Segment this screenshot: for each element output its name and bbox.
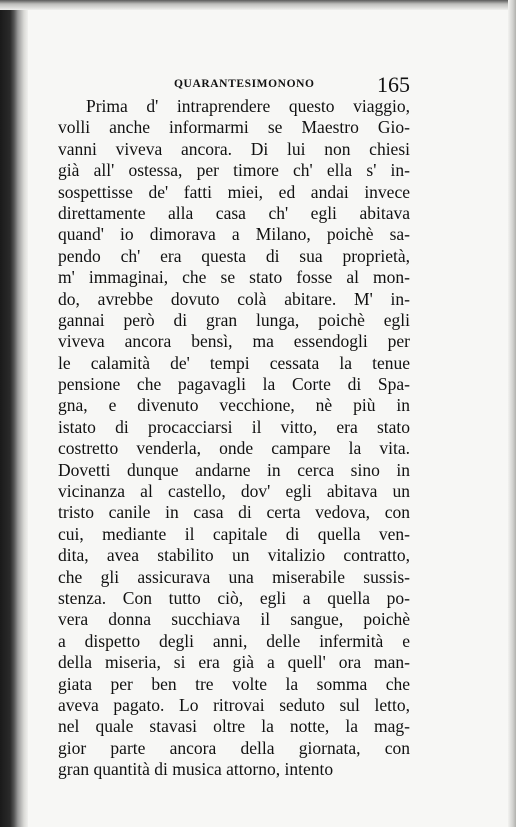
text-line: tristo canile in casa di certa vedova, con (58, 502, 410, 523)
text-line: giata per ben tre volte la somma che (58, 673, 410, 694)
text-line: direttamente alla casa ch' egli abitava (58, 202, 410, 223)
text-line: stenza. Con tutto ciò, egli a quella po- (58, 587, 410, 608)
text-line: vicinanza al castello, dov' egli abitava un (58, 481, 410, 502)
page-right-edge (508, 0, 516, 827)
text-line: le calamità de' tempi cessata la tenue (58, 352, 410, 373)
text-line: aveva pagato. Lo ritrovai seduto sul letto, (58, 694, 410, 715)
text-line: gran quantità di musica attorno, intento (58, 759, 334, 780)
text-line: pensione che pagavagli la Corte di Spa- (58, 374, 410, 395)
text-line: nel quale stavasi oltre la notte, la mag- (58, 716, 410, 737)
text-line: gna, e divenuto vecchione, nè più in (58, 395, 410, 416)
text-line: che gli assicurava una miserabile sussis- (58, 566, 410, 587)
text-line: Prima d' intraprendere questo viaggio, (86, 96, 410, 116)
page-header (88, 72, 410, 97)
text-line: cui, mediante il capitale di quella ven- (58, 523, 410, 544)
text-line: pendo ch' era questa di sua proprietà, (58, 245, 410, 266)
text-line: a dispetto degli anni, delle infermità e (58, 630, 410, 651)
text-line: viveva ancora bensì, ma essendogli per (58, 331, 410, 352)
text-line: istato di procacciarsi il vitto, era stato (58, 416, 410, 437)
page-number: 165 (377, 72, 410, 97)
text-line: vanni viveva ancora. Di lui non chiesi (58, 138, 410, 159)
text-line: vera donna succhiava il sangue, poichè (58, 609, 410, 630)
body-text (58, 96, 410, 781)
text-line: gannai però di gran lunga, poichè egli (58, 309, 410, 330)
page-top-edge (0, 0, 516, 10)
text-line: dita, avea stabilito un vitalizio contratto, (58, 545, 410, 566)
text-line: volli anche informarmi se Maestro Gio- (58, 117, 410, 138)
running-head: QUARANTESIMONONO (174, 78, 315, 90)
text-line: do, avrebbe dovuto colà abitare. M' in- (58, 288, 410, 309)
text-line: quand' io dimorava a Milano, poichè sa- (58, 224, 410, 245)
text-line: Dovetti dunque andarne in cerca sino in (58, 459, 410, 480)
book-binding-edge (0, 0, 28, 827)
text-line: già all' ostessa, per timore ch' ella s' in- (58, 160, 410, 181)
text-line: costretto venderla, onde campare la vita. (58, 438, 410, 459)
text-line: sospettisse de' fatti miei, ed andai invece (58, 181, 410, 202)
text-line: gior parte ancora della giornata, con (58, 737, 410, 758)
text-line: m' immaginai, che se stato fosse al mon- (58, 267, 410, 288)
text-line: della miseria, si era già a quell' ora man- (58, 652, 410, 673)
